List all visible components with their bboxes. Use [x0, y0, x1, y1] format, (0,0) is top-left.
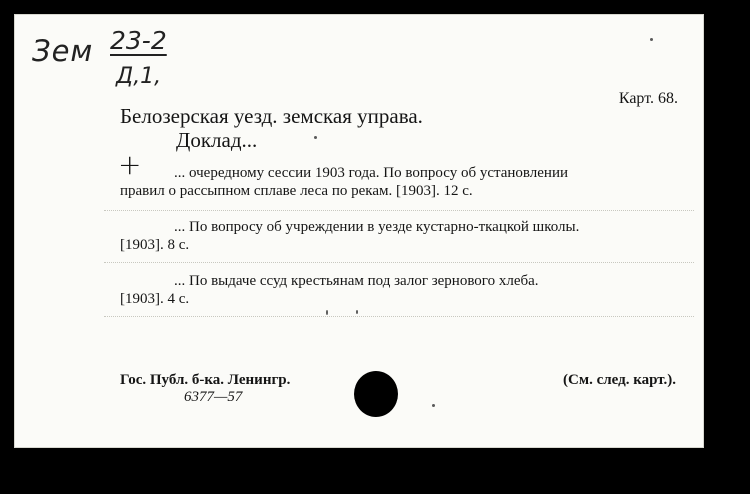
scan-speck [650, 38, 653, 41]
continued-note: (См. след. карт.). [563, 372, 676, 388]
scan-noise-line [104, 262, 694, 263]
shelfmark-number: 23-2 [110, 26, 167, 55]
card-number: Карт. 68. [618, 90, 678, 107]
scan-noise-line [104, 210, 694, 211]
entry-3-line-2: [1903]. 4 с. [120, 291, 190, 307]
entry-2-line-1: ... По вопросу об учреждении в уезде кустарно-ткацкой школы. [174, 219, 580, 235]
entry-3-line-1: ... По выдаче ссуд крестьянам под залог зернового хлеба. [174, 273, 539, 289]
scan-speck [314, 136, 317, 139]
punch-hole [354, 371, 398, 417]
scan-noise-line [104, 316, 694, 317]
handwritten-plus-mark: + [118, 148, 142, 181]
card-subheading: Доклад... [176, 128, 258, 152]
scan-speck [356, 310, 358, 314]
entry-1 [120, 164, 686, 200]
entry-1-line-1: ... очередному сессии 1903 года. По вопросу об установлении [174, 165, 569, 181]
catalog-card [14, 14, 704, 448]
entry-3 [120, 272, 686, 308]
library-name: Гос. Публ. б-ка. Ленингр. [120, 372, 291, 388]
library-cipher: 6377—57 [184, 389, 243, 405]
scan-speck [326, 310, 328, 315]
card-heading: Белозерская уезд. земская управа. [120, 104, 423, 128]
scan-speck [432, 404, 435, 407]
entry-2 [120, 218, 686, 254]
entry-2-line-2: [1903]. 8 с. [120, 237, 190, 253]
shelfmark-prefix: Зем [32, 34, 94, 68]
shelfmark-subline: Д,1, [116, 64, 162, 89]
entry-1-line-2: правил о рассыпном сплаве леса по рекам. [1903]. 12 с. [120, 183, 473, 199]
